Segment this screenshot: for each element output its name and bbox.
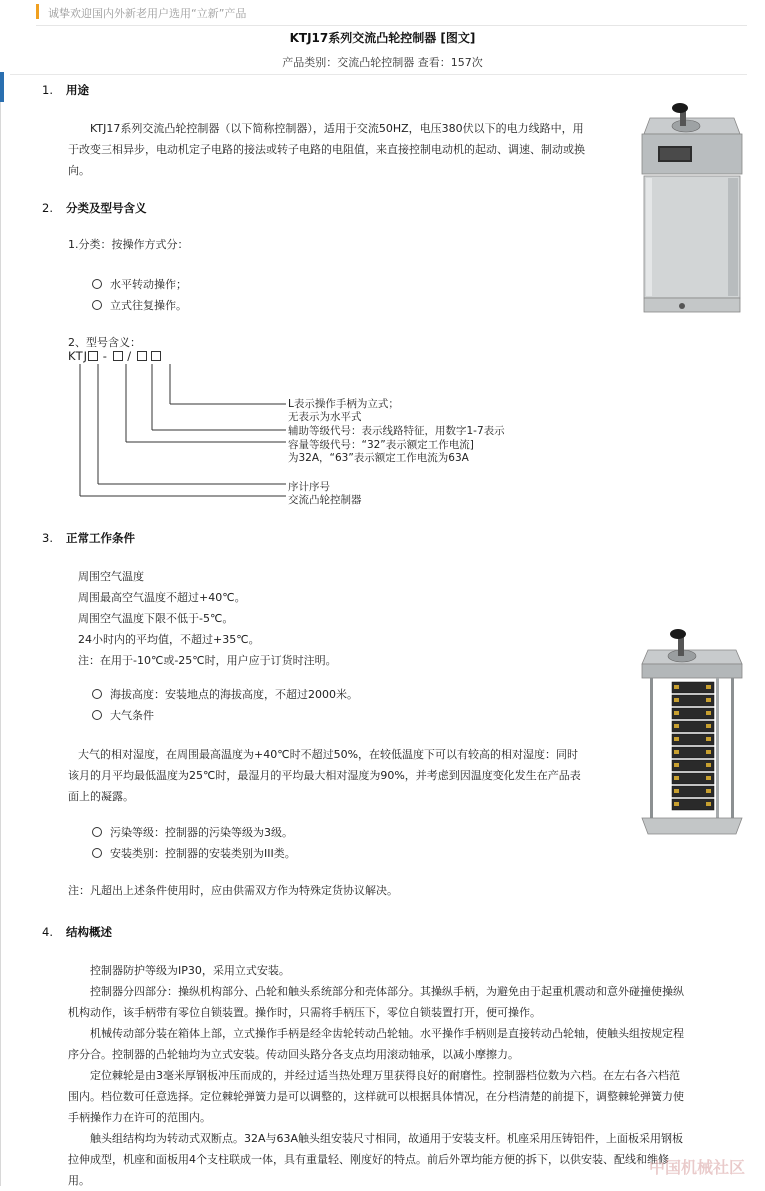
pollution-item: 污染等级：控制器的污染等级为3级。: [110, 826, 293, 839]
s4-line-8: [68, 1107, 740, 1128]
section-4-title: 结构概述: [66, 925, 112, 939]
section-4-number: 4.: [42, 925, 53, 939]
list-item: [92, 684, 358, 705]
humidity-line-3: 面上的凝露。: [68, 790, 134, 803]
label-vertical-handle: L表示操作手柄为立式；: [288, 398, 399, 410]
s4-line-text: 控制器防护等级为IP30，采用立式安装。: [90, 964, 290, 977]
humidity-line-2: 该月的月平均最低温度为25℃时，最湿月的平均最大相对湿度为90%，并考虑到因温度变化发生在产品表: [68, 769, 581, 782]
label-capacity-63: 为32A，“63”表示额定工作电流为63A: [288, 452, 469, 464]
s4-line-text: 触头组结构均为转动式双断点。32A与63A触头组安装尺寸相同，故通用于安装支杆。机座采用压铸铝件，上面板采用钢板: [90, 1132, 684, 1145]
list-item: [92, 822, 296, 843]
cond-line-4: 24小时内的平均值，不超过+35℃。: [78, 633, 260, 646]
temperature-conditions: [78, 566, 337, 671]
bullet-circle-icon: [92, 848, 102, 858]
model-box-4: [151, 351, 161, 361]
model-label-product: 交流凸轮控制器: [288, 494, 362, 506]
watermark-text: 中国机械社区: [648, 1158, 745, 1177]
s4-line-text: 定位棘轮是由3毫米厚钢板冲压而成的，并经过适当热处理万里获得良好的耐磨性。控制器档位数为六档。在左右各六档范: [90, 1069, 680, 1082]
top-bar: [0, 0, 765, 26]
classification-list: [92, 274, 187, 316]
section-1-number: 1.: [42, 83, 53, 97]
classification-item-1: 水平转动操作；: [110, 278, 187, 291]
s1-line-2: 于改变三相异步，电动机定子电路的接法或转子电路的电阻值，来直接控制电动机的起动、调速、制动或换: [68, 143, 585, 156]
s1-line-1-text: KTJ17系列交流凸轮控制器（以下简称控制器），适用于交流50HZ，电压380伏以下的电力线路中，用: [90, 122, 584, 135]
classification-title: 1.分类：按操作方式分：: [68, 238, 189, 251]
model-box-2: [113, 351, 123, 361]
s4-line-text: 用。: [68, 1174, 90, 1187]
installation-item: 安装类别：控制器的安装类别为III类。: [110, 847, 296, 860]
section-1-heading: [42, 82, 89, 98]
top-divider: [36, 25, 747, 26]
classification-item-2: 立式往复操作。: [110, 299, 187, 312]
list-item: [92, 274, 187, 295]
section-1-title: 用途: [66, 83, 89, 97]
s4-line-3: [68, 1002, 740, 1023]
model-leader-lines: [60, 362, 300, 508]
product-photo-closed: [636, 96, 748, 318]
section-4-body: [68, 960, 740, 1191]
model-box-3: [137, 351, 147, 361]
model-label-capacity: [288, 439, 474, 465]
model-label-handle: [288, 398, 399, 424]
model-title: 2、型号含义：: [68, 336, 141, 349]
bullet-circle-icon: [92, 300, 102, 310]
s4-line-10: [68, 1149, 740, 1170]
s4-line-text: 机械传动部分装在箱体上部，立式操作手柄是经伞齿轮转动凸轮轴。水平操作手柄则是直接转动凸轮轴，使触头组按规定程: [90, 1027, 684, 1040]
accent-bar: [36, 4, 39, 19]
cond-line-2: 周围最高空气温度不超过+40℃。: [78, 591, 246, 604]
model-box-1: [88, 351, 98, 361]
model-code: KTJ - /: [68, 349, 161, 363]
s4-line-1: [68, 960, 740, 981]
list-item: [92, 295, 187, 316]
s4-line-9: [68, 1128, 740, 1149]
s1-line-1: [68, 118, 638, 139]
section-2-number: 2.: [42, 201, 53, 215]
list-item: [92, 843, 296, 864]
product-photo-open: [636, 622, 748, 842]
s4-line-7: [68, 1086, 740, 1107]
welcome-text: 诚挚欢迎国内外新老用户选用“立新”产品: [48, 7, 247, 20]
section-3-title: 正常工作条件: [66, 531, 135, 545]
section-2-title: 分类及型号含义: [66, 201, 147, 215]
section-2-heading: [42, 200, 147, 216]
s4-line-6: [68, 1065, 740, 1086]
left-guide-line: [0, 72, 1, 1186]
model-label-aux: 辅助等级代号：表示线路特征，用数字1-7表示: [288, 425, 505, 437]
cond-line-5: 注：在用于-10℃或-25℃时，用户应于订货时注明。: [78, 654, 337, 667]
model-label-serial: 序计序号: [288, 481, 330, 493]
pollution-list: [92, 822, 296, 864]
humidity-line-1: [68, 744, 638, 765]
atmosphere-item: 大气条件: [110, 709, 154, 722]
s4-line-2: [68, 981, 740, 1002]
bullet-circle-icon: [92, 279, 102, 289]
humidity-line-1-text: 大气的相对湿度，在周围最高温度为+40℃时不超过50%，在较低温度下可以有较高的相对湿度：同时: [78, 748, 579, 761]
s1-line-3: 向。: [68, 164, 90, 177]
model-prefix: KTJ: [68, 349, 89, 363]
page-title: KTJ17系列交流凸轮控制器 [图文]: [289, 31, 476, 45]
title-divider: [10, 74, 747, 75]
s4-line-text: 机构动作，该手柄带有零位自锁装置。操作时，只需将手柄压下，零位自锁装置打开，便可操作。: [68, 1006, 541, 1019]
section-3-note: 注：凡超出上述条件使用时，应由供需双方作为特殊定货协议解决。: [68, 884, 398, 897]
s4-line-text: 围内。档位数可任意选择。定位棘轮弹簧力是可以调整的，这样就可以根据具体情况，在分档清楚的前提下，调整棘轮弹簧力使: [68, 1090, 684, 1103]
bullet-circle-icon: [92, 827, 102, 837]
section-1-body: [68, 118, 638, 181]
cond-line-1: 周围空气温度: [78, 570, 144, 583]
s4-line-text: 控制器分四部分：操纵机构部分、凸轮和触头系统部分和壳体部分。其操纵手柄，为避免由于起重机震动和意外碰撞使操纵: [90, 985, 684, 998]
section-4-heading: [42, 924, 112, 940]
left-scroll-marker: [0, 72, 4, 102]
bullet-circle-icon: [92, 710, 102, 720]
s4-line-text: 手柄操作力在许可的范围内。: [68, 1111, 211, 1124]
bullet-circle-icon: [92, 689, 102, 699]
label-capacity-32: 容量等级代号：“32”表示额定工作电流]: [288, 439, 474, 451]
humidity-paragraph: [68, 744, 638, 807]
altitude-item: 海拔高度：安装地点的海拔高度，不超过2000米。: [110, 688, 358, 701]
environment-list: [92, 684, 358, 726]
cond-line-3: 周围空气温度下限不低于-5℃。: [78, 612, 234, 625]
s4-line-text: 拉伸成型，机座和面板用4个支柱联成一体，具有重量轻、刚度好的特点。前后外罩均能方便的拆下，以供安装、配线和维修: [68, 1153, 669, 1166]
section-3-heading: [42, 530, 135, 546]
list-item: [92, 705, 358, 726]
section-3-number: 3.: [42, 531, 53, 545]
s4-line-4: [68, 1023, 740, 1044]
s4-line-11: [68, 1170, 740, 1191]
s4-line-text: 序分合。控制器的凸轮轴均为立式安装。传动回头路分各支点均用滚动轴承，以减小摩擦力。: [68, 1048, 519, 1061]
s4-line-5: [68, 1044, 740, 1065]
label-horizontal-handle: 无表示为水平式: [288, 411, 362, 423]
product-meta: 产品类别：交流凸轮控制器 查看：157次: [282, 56, 483, 69]
